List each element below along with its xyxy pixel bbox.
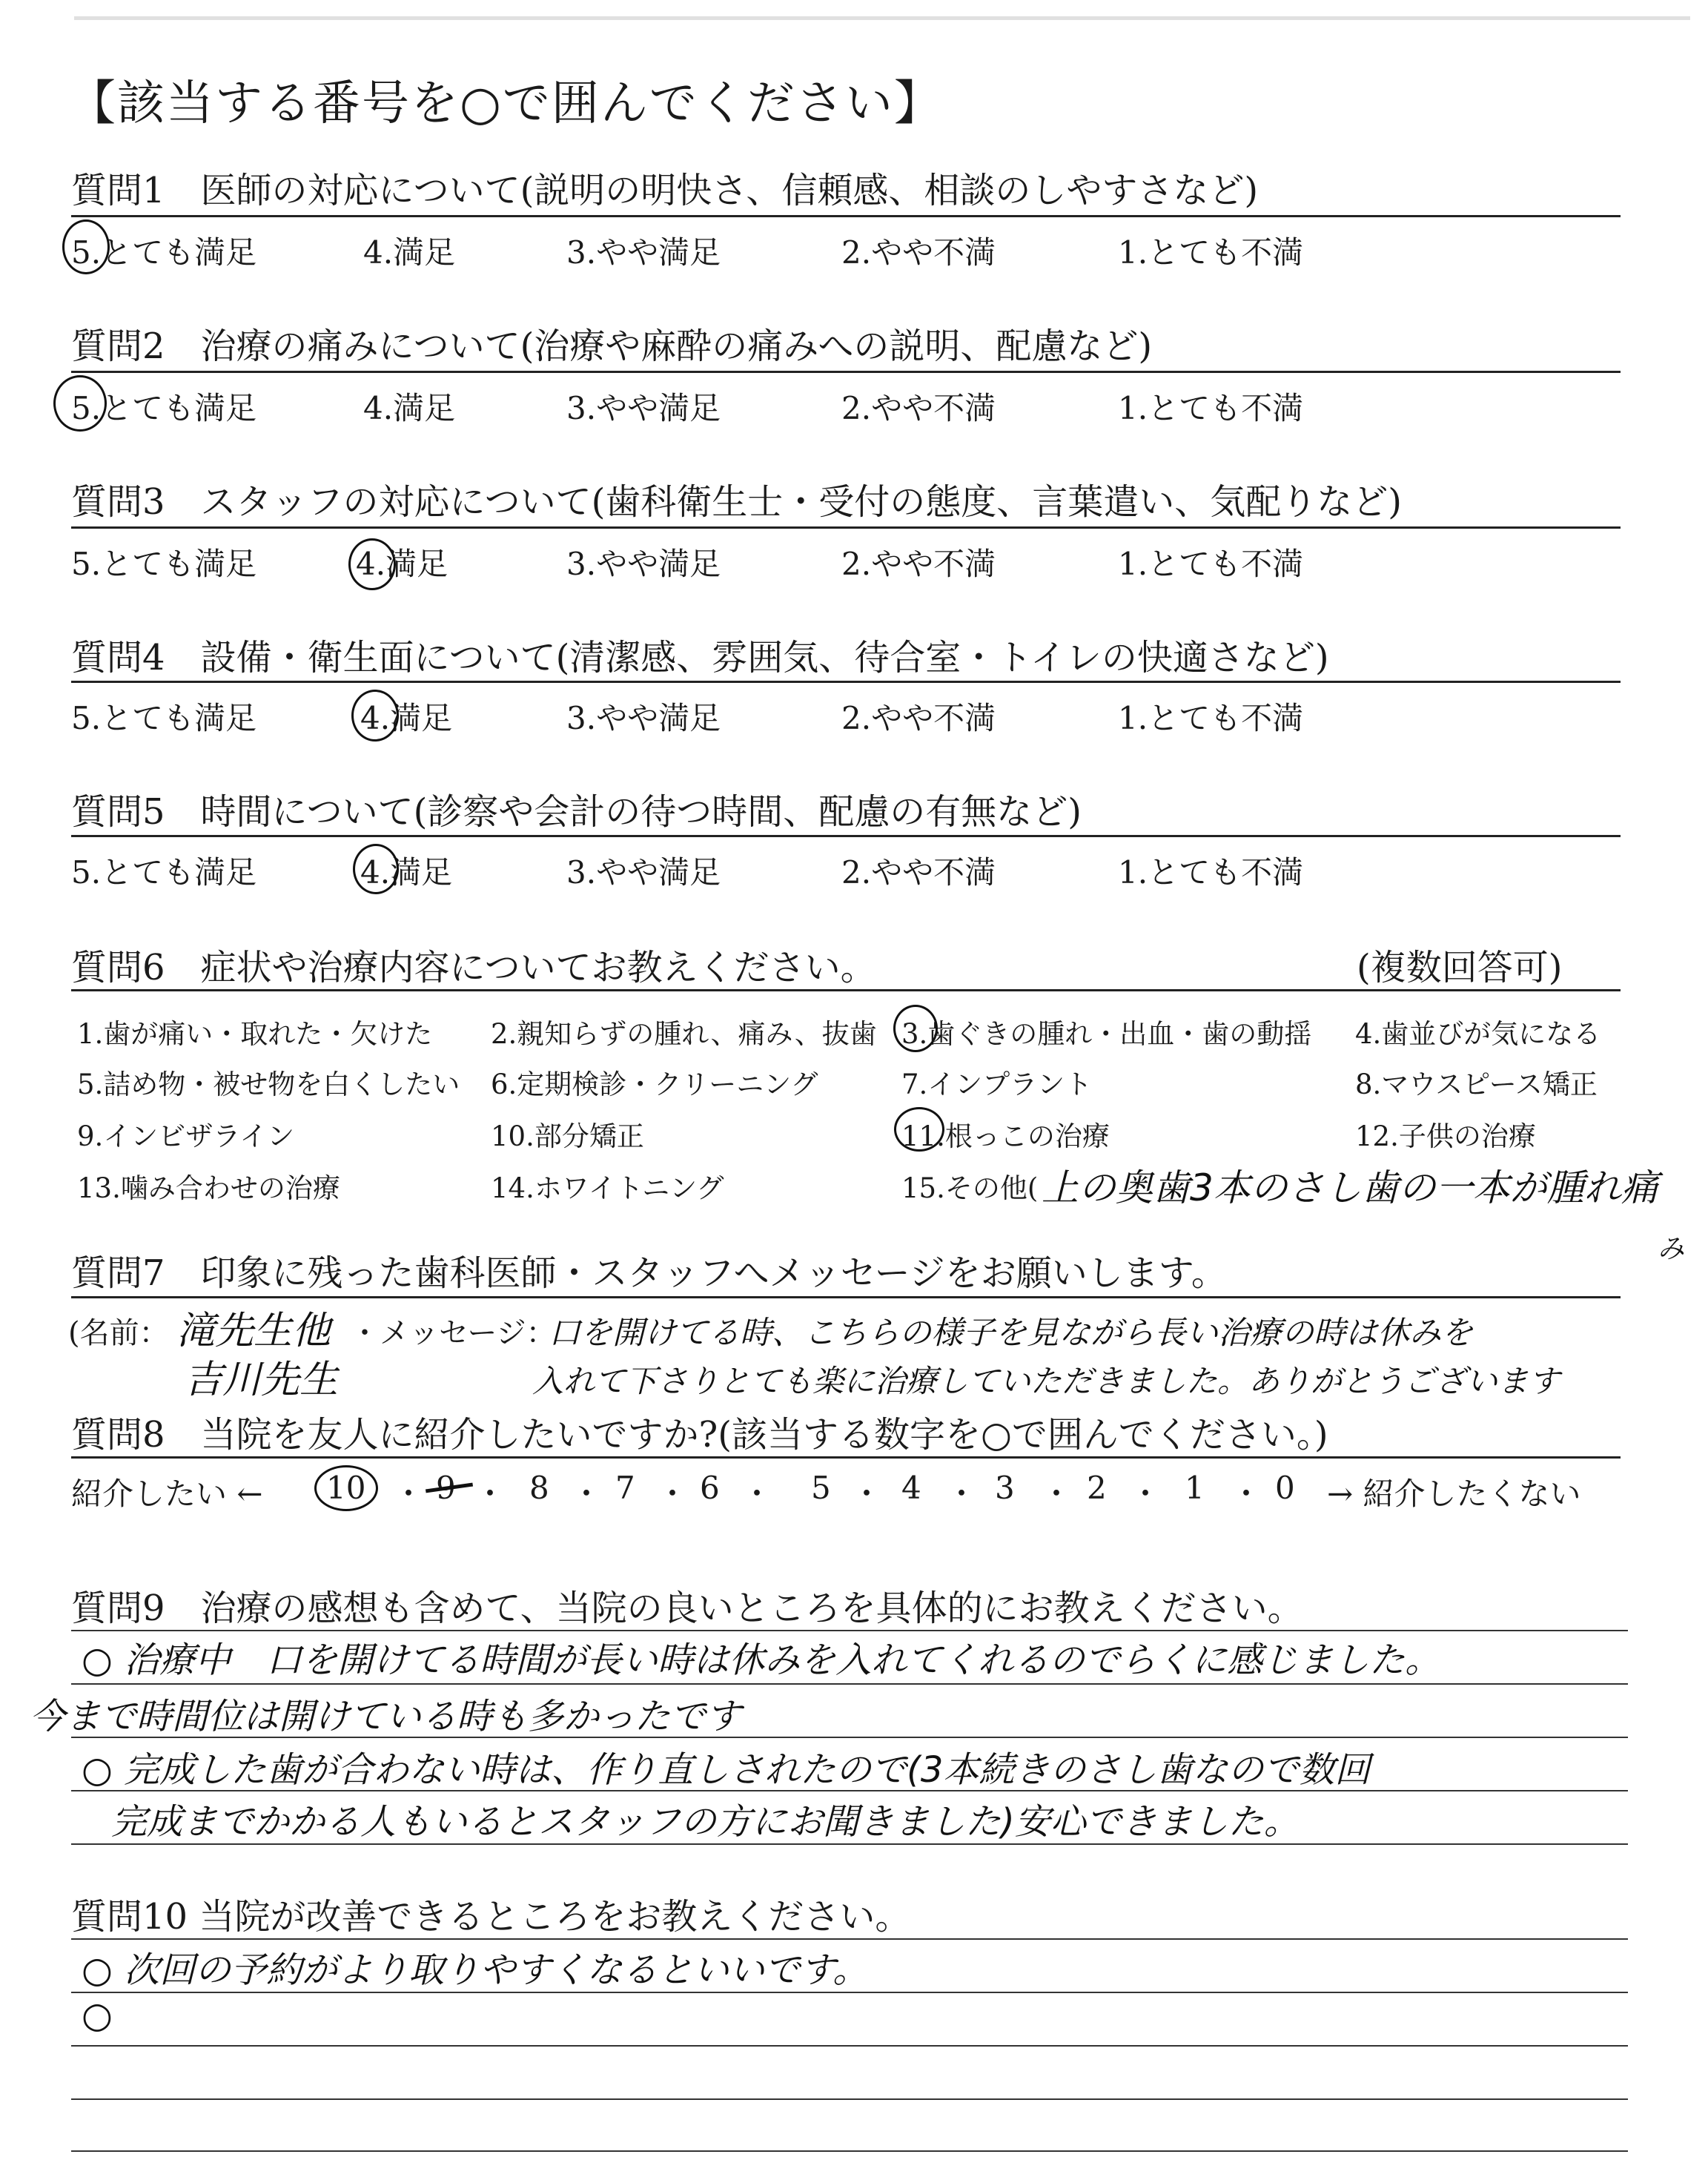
q8-title: 質問8 当院を友人に紹介したいですか?(該当する数字を○で囲んでください。) [71, 1414, 1328, 1456]
q7-name-line2: 吉川先生 [184, 1358, 339, 1402]
q5-option-4[interactable]: 4.満足 [360, 854, 453, 891]
q6-other-handwriting: 上の奥歯3本のさし歯の一本が腫れ痛 [1042, 1166, 1658, 1209]
q7-name-label: (名前： [68, 1316, 169, 1350]
q3-option-2[interactable]: 2.やや不満 [841, 546, 996, 582]
q4-title: 質問4 設備・衛生面について(清潔感、雰囲気、待合室・トイレの快適さなど) [71, 637, 1329, 678]
q8-dot: ・ [1130, 1476, 1162, 1512]
q8-dot: ・ [393, 1476, 425, 1512]
q4-option-4[interactable]: 4.満足 [360, 700, 453, 736]
q9-handwriting-1: ○ 治療中 口を開けてる時間が長い時は休みを入れてくれるのでらくに感じました。 [82, 1639, 1441, 1681]
q9-line-2 [71, 1683, 1628, 1685]
q6-note: (複数回答可) [1357, 947, 1563, 988]
q1-title: 質問1 医師の対応について(説明の明快さ、信頼感、相談のしやすさなど) [71, 170, 1259, 211]
q10-handwriting-2: ○ [82, 1995, 113, 2036]
q1-selection-circle [62, 219, 110, 274]
q4-option-1[interactable]: 1.とても不満 [1118, 700, 1304, 736]
q7-name-line1: 滝先生他 [176, 1309, 331, 1353]
q6-item-14[interactable]: 14.ホワイトニング [491, 1172, 724, 1204]
q5-option-3[interactable]: 3.やや満足 [566, 854, 721, 891]
q2-option-1[interactable]: 1.とても不満 [1118, 390, 1304, 426]
q8-scale-0[interactable]: 0 [1275, 1470, 1295, 1506]
q3-option-3[interactable]: 3.やや満足 [566, 546, 721, 582]
q6-item-1[interactable]: 1.歯が痛い・取れた・欠けた [77, 1018, 433, 1050]
page-title: 【該当する番号を○で囲んでください】 [68, 76, 943, 131]
q7-title: 質問7 印象に残った歯科医師・スタッフへメッセージをお願いします。 [71, 1252, 1227, 1294]
q10-title: 質問10 当院が改善できるところをお教えください。 [71, 1896, 911, 1938]
q6-item-3-circle [893, 1005, 938, 1052]
q10-handwriting-1: ○ 次回の予約がより取りやすくなるといいです。 [82, 1949, 869, 1991]
q6-item-9[interactable]: 9.インビザライン [77, 1120, 295, 1152]
q8-selection-circle [314, 1465, 378, 1511]
q8-scale-4[interactable]: 4 [901, 1470, 921, 1506]
q4-option-2[interactable]: 2.やや不満 [841, 700, 996, 736]
q3-option-1[interactable]: 1.とても不満 [1118, 546, 1304, 582]
q5-option-5[interactable]: 5.とても満足 [71, 854, 257, 891]
top-border [74, 16, 1690, 20]
q6-item-6[interactable]: 6.定期検診・クリーニング [491, 1069, 818, 1100]
q8-dot: ・ [741, 1476, 773, 1512]
q7-message-label: ・メッセージ： [350, 1316, 556, 1350]
q8-dot: ・ [946, 1476, 978, 1512]
q4-rule [71, 681, 1621, 683]
q2-selection-circle [53, 375, 107, 432]
q2-option-5[interactable]: 5.とても満足 [71, 390, 257, 426]
q3-rule [71, 526, 1621, 529]
q6-item-3[interactable]: 3.歯ぐきの腫れ・出血・歯の動揺 [901, 1018, 1312, 1050]
q6-item-7[interactable]: 7.インプラント [901, 1069, 1093, 1100]
q7-message-line2: 入れて下さりとても楽に治療していただきました。ありがとうございます [532, 1363, 1560, 1399]
q5-selection-circle [353, 844, 399, 894]
q6-item-4[interactable]: 4.歯並びが気になる [1355, 1018, 1601, 1050]
q7-message-line1: 口を開けてる時、こちらの様子を見ながら長い治療の時は休みを [549, 1315, 1473, 1352]
q8-dot: ・ [571, 1476, 603, 1512]
q8-right-label: → 紹介したくない [1327, 1476, 1581, 1512]
q2-rule [71, 371, 1621, 373]
q8-scale-7[interactable]: 7 [615, 1470, 635, 1506]
q6-item-2[interactable]: 2.親知らずの腫れ、痛み、抜歯 [491, 1018, 877, 1050]
q5-rule [71, 835, 1621, 837]
q10-line-1 [71, 1938, 1628, 1940]
q6-item-10[interactable]: 10.部分矯正 [491, 1120, 644, 1152]
q8-left-label: 紹介したい ← [71, 1476, 263, 1512]
q2-title: 質問2 治療の痛みについて(治療や麻酔の痛みへの説明、配慮など) [71, 326, 1153, 367]
q6-other-handwriting-cont: み [1658, 1234, 1685, 1264]
q8-dot: ・ [657, 1476, 689, 1512]
q6-item-13[interactable]: 13.噛み合わせの治療 [77, 1172, 340, 1204]
q9-handwriting-3: ○ 完成した歯が合わない時は、作り直しされたので(3本続きのさし歯なので数回 [82, 1749, 1371, 1791]
q1-option-5[interactable]: 5.とても満足 [71, 234, 257, 271]
q6-item-12[interactable]: 12.子供の治療 [1355, 1120, 1536, 1152]
q8-dot: ・ [851, 1476, 883, 1512]
q6-title: 質問6 症状や治療内容についてお教えください。 [71, 947, 876, 988]
q4-option-5[interactable]: 5.とても満足 [71, 700, 257, 736]
q2-option-2[interactable]: 2.やや不満 [841, 390, 996, 426]
q8-scale-6[interactable]: 6 [700, 1470, 720, 1506]
q9-title: 質問9 治療の感想も含めて、当院の良いところを具体的にお教えください。 [71, 1588, 1303, 1629]
q8-scale-5[interactable]: 5 [811, 1470, 831, 1506]
q6-item-11[interactable]: 11.根っこの治療 [901, 1120, 1110, 1152]
q5-title: 質問5 時間について(診察や会計の待つ時間、配慮の有無など) [71, 791, 1082, 833]
q8-dot: ・ [1231, 1476, 1262, 1512]
q1-option-3[interactable]: 3.やや満足 [566, 234, 721, 271]
q6-item-11-circle [894, 1107, 944, 1152]
q7-rule [71, 1296, 1621, 1298]
q5-option-2[interactable]: 2.やや不満 [841, 854, 996, 891]
q2-option-3[interactable]: 3.やや満足 [566, 390, 721, 426]
q1-option-1[interactable]: 1.とても不満 [1118, 234, 1304, 271]
q8-scale-8[interactable]: 8 [529, 1470, 549, 1506]
q4-selection-circle [351, 690, 399, 742]
q1-option-4[interactable]: 4.満足 [363, 234, 456, 271]
q6-rule [71, 989, 1621, 991]
q6-item-15[interactable]: 15.その他( [901, 1172, 1039, 1204]
q1-option-2[interactable]: 2.やや不満 [841, 234, 996, 271]
q8-dot: ・ [474, 1476, 506, 1512]
q10-line-4 [71, 2098, 1628, 2100]
q1-rule [71, 215, 1621, 217]
q8-scale-10[interactable]: 10 [326, 1470, 366, 1506]
q5-option-1[interactable]: 1.とても不満 [1118, 854, 1304, 891]
q9-handwriting-4: 完成までかかる人もいるとスタッフの方にお聞きました)安心できました。 [111, 1801, 1300, 1843]
q3-option-4[interactable]: 4.満足 [356, 546, 448, 582]
q6-item-5[interactable]: 5.詰め物・被せ物を白くしたい [77, 1069, 460, 1100]
q10-line-3 [71, 2045, 1628, 2047]
q8-dot: ・ [1041, 1476, 1073, 1512]
q8-scale-3[interactable]: 3 [995, 1470, 1015, 1506]
q3-title: 質問3 スタッフの対応について(歯科衛生士・受付の態度、言葉遣い、気配りなど) [71, 481, 1403, 523]
q8-rule [71, 1456, 1621, 1459]
q3-option-5[interactable]: 5.とても満足 [71, 546, 257, 582]
q10-line-5 [71, 2150, 1628, 2152]
q6-item-8[interactable]: 8.マウスピース矯正 [1355, 1069, 1598, 1100]
q3-selection-circle [348, 538, 396, 590]
q4-option-3[interactable]: 3.やや満足 [566, 700, 721, 736]
q2-option-4[interactable]: 4.満足 [363, 390, 456, 426]
q8-scale-2[interactable]: 2 [1087, 1470, 1107, 1506]
q8-scale-1[interactable]: 1 [1185, 1470, 1205, 1506]
q9-handwriting-2: 今まで時間位は開けている時も多かったです [30, 1696, 742, 1737]
